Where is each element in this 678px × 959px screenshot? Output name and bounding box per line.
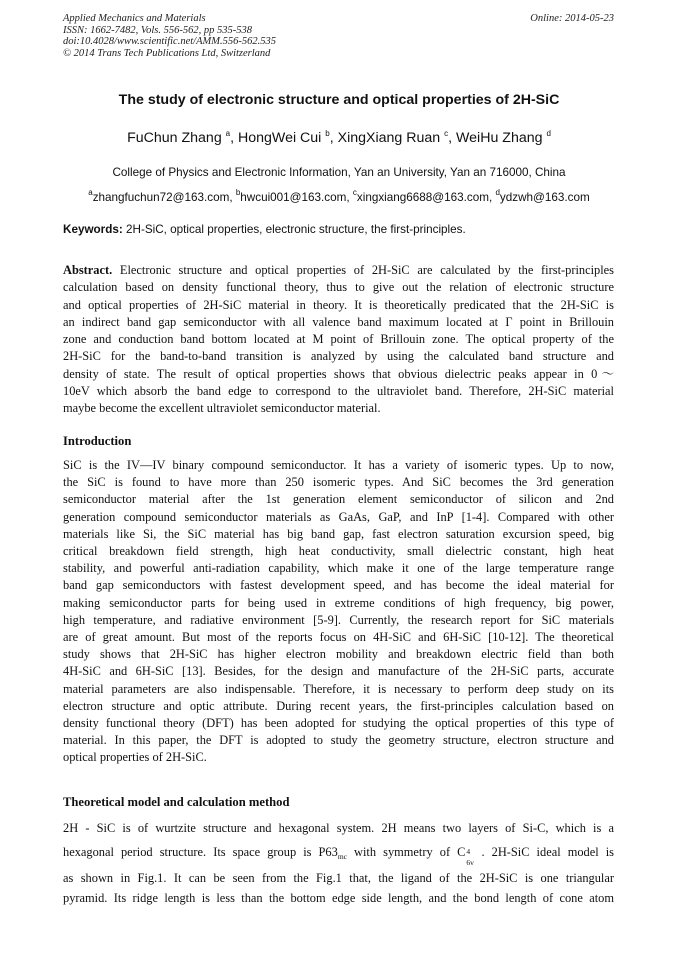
author-name: HongWei Cui bbox=[238, 130, 322, 146]
abstract-line: density of state. The result of optical properties shows that obvious dielectric peaks appear in 0～ bbox=[63, 366, 614, 381]
paper-title: The study of electronic structure and optical properties of 2H-SiC bbox=[118, 92, 560, 108]
journal-header bbox=[63, 13, 614, 59]
symmetry-superscript: 4 bbox=[466, 846, 471, 856]
intro-line: study shows that 2H-SiC has higher electron mobility and breakdown electric field than both bbox=[63, 647, 614, 662]
model-text: . 2H-SiC ideal model is bbox=[474, 844, 614, 859]
method-heading: Theoretical model and calculation method bbox=[63, 795, 290, 809]
keywords-text: 2H-SiC, optical properties, electronic structure, the first-principles. bbox=[122, 223, 466, 236]
abstract-line: zone and conduction band bottom located at M point of Brillouin zone. The optical property of the bbox=[63, 332, 614, 347]
intro-line: the SiC is found to have more than 250 isomeric types. And SiC becomes the 3rd generation bbox=[63, 475, 614, 490]
abstract bbox=[63, 262, 614, 418]
intro-line: stability, and powerful anti-radiation capability, which make it one of the large temperature range bbox=[63, 561, 614, 576]
author-mark: a bbox=[225, 129, 231, 138]
intro-line: materials like Si, the SiC material has big band gap, fast electron saturation excursion speed, big bbox=[63, 526, 614, 541]
intro-line: SiC is the IV—IV binary compound semiconductor. It has a variety of isomeric types. Up to now, bbox=[63, 458, 614, 472]
intro-line: generation compound semiconductor materials as GaAs, GaP, and InP [1-4]. Compared with other bbox=[63, 509, 614, 524]
author-mark: b bbox=[325, 129, 330, 138]
abstract-line: calculation based on density functional theory, thus to give out the relation of electronic structure bbox=[63, 280, 614, 295]
email-list bbox=[0, 188, 678, 204]
space-group-text: hexagonal period structure. Its space group is P63 bbox=[63, 844, 338, 859]
abstract-line: Electronic structure and optical properties of 2H-SiC are calculated by the first-principles bbox=[112, 263, 614, 277]
email-separator: , bbox=[346, 191, 353, 204]
email-address[interactable]: ydzwh@163.com bbox=[499, 191, 590, 204]
intro-line: 4H-SiC and 6H-SiC [13]. Besides, for the design and manufacture of the 2H-SiC parts, accurate bbox=[63, 664, 614, 679]
intro-line: are of great amount. But most of the reports focus on 4H-SiC and 6H-SiC [10-12]. The theoretical bbox=[63, 630, 614, 645]
author-separator: , bbox=[230, 130, 239, 146]
email-mark: c bbox=[352, 188, 357, 197]
author-separator: , bbox=[448, 130, 457, 146]
abstract-line: 10eV which absorb the band edge to correspond to the ultraviolet band. Therefore, 2H-SiC material bbox=[63, 384, 614, 399]
abstract-line: and optical properties of 2H-SiC material in theory. It is theoretically predicated that the 2H-SiC is bbox=[63, 297, 614, 312]
abstract-line: 2H-SiC for the band-to-band transition is analyzed by using the calculated band structure and bbox=[63, 349, 614, 364]
author-mark: c bbox=[444, 129, 449, 138]
email-mark: d bbox=[495, 188, 500, 197]
email-mark: a bbox=[88, 188, 93, 197]
space-group-subscript: mc bbox=[337, 851, 347, 861]
method-body-top bbox=[63, 817, 614, 868]
author-list bbox=[0, 130, 678, 146]
method-body-bottom bbox=[63, 868, 614, 908]
abstract-line: an indirect band gap semiconductor with all valence band maximum located at Γ point in Brillouin bbox=[63, 314, 614, 329]
journal-issn: ISSN: 1662-7482, Vols. 556-562, pp 535-538 bbox=[63, 24, 252, 36]
author-separator: , bbox=[329, 130, 338, 146]
abstract-line: maybe become the excellent ultraviolet semiconductor material. bbox=[63, 401, 381, 416]
author-name: XingXiang Ruan bbox=[337, 130, 441, 146]
email-separator: , bbox=[488, 191, 496, 204]
author-name: WeiHu Zhang bbox=[456, 130, 543, 146]
email-address[interactable]: xingxiang6688@163.com bbox=[356, 191, 489, 204]
method-line: pyramid. Its ridge length is less than the bottom edge side length, and the bond length of cone atom bbox=[63, 891, 614, 905]
intro-line: making semiconductor parts for being used in extreme conditions of high frequency, big power, bbox=[63, 595, 614, 610]
journal-name: Applied Mechanics and Materials bbox=[63, 13, 206, 24]
journal-copyright: © 2014 Trans Tech Publications Ltd, Switzerland bbox=[63, 47, 271, 59]
intro-line: high temperature, and radiative environment [5-9]. Currently, the research report for SiC materials bbox=[63, 612, 614, 627]
intro-line: material. In this paper, the DFT is adopted to study the geometry structure, electron structure and bbox=[63, 733, 614, 748]
email-mark: b bbox=[235, 188, 241, 197]
online-date: Online: 2014-05-23 bbox=[530, 13, 614, 24]
email-address[interactable]: hwcui001@163.com bbox=[240, 191, 347, 204]
symmetry-subscript: 6v bbox=[466, 857, 474, 867]
introduction-body bbox=[63, 457, 614, 767]
journal-doi: doi:10.4028/www.scientific.net/AMM.556-562.535 bbox=[63, 36, 276, 47]
keywords-label: Keywords: bbox=[63, 223, 123, 236]
intro-line: semiconductor material after the 1st generation element semiconductor of silicon and 2nd bbox=[63, 492, 614, 507]
intro-line: optical properties of 2H-SiC. bbox=[63, 750, 207, 765]
author-mark: d bbox=[546, 129, 551, 138]
intro-line: density functional theory (DFT) has been adopted for studying the optical properties of this type of bbox=[63, 716, 614, 731]
email-separator: , bbox=[229, 191, 236, 204]
intro-line: electron structure and optic attribute. During recent years, the first-principles calculation based on bbox=[63, 698, 614, 713]
intro-line: band gap semiconductors with fastest development speed, and has become the ideal material for bbox=[63, 578, 614, 593]
email-address[interactable]: zhangfuchun72@163.com bbox=[92, 191, 230, 204]
method-line-symmetry bbox=[63, 841, 614, 869]
abstract-label: Abstract. bbox=[63, 263, 113, 277]
intro-line: material parameters are also indispensable. Therefore, it is necessary to perform deep study on its bbox=[63, 681, 614, 696]
method-line: as shown in Fig.1. It can be seen from the Fig.1 that, the ligand of the 2H-SiC is one triangular bbox=[63, 871, 614, 885]
symmetry-symbol: C bbox=[457, 844, 466, 859]
method-line: 2H - SiC is of wurtzite structure and hexagonal system. 2H means two layers of Si-C, which is a bbox=[63, 821, 614, 835]
symmetry-text: with symmetry of bbox=[346, 844, 451, 859]
introduction-heading: Introduction bbox=[63, 434, 132, 448]
author-name: FuChun Zhang bbox=[127, 130, 222, 146]
intro-line: critical breakdown field strength, high heat conductivity, small dielectric constant, high heat bbox=[63, 544, 614, 559]
symmetry-indices bbox=[465, 846, 474, 867]
affiliation: College of Physics and Electronic Information, Yan an University, Yan an 716000, China bbox=[112, 166, 566, 179]
keywords bbox=[63, 223, 466, 236]
